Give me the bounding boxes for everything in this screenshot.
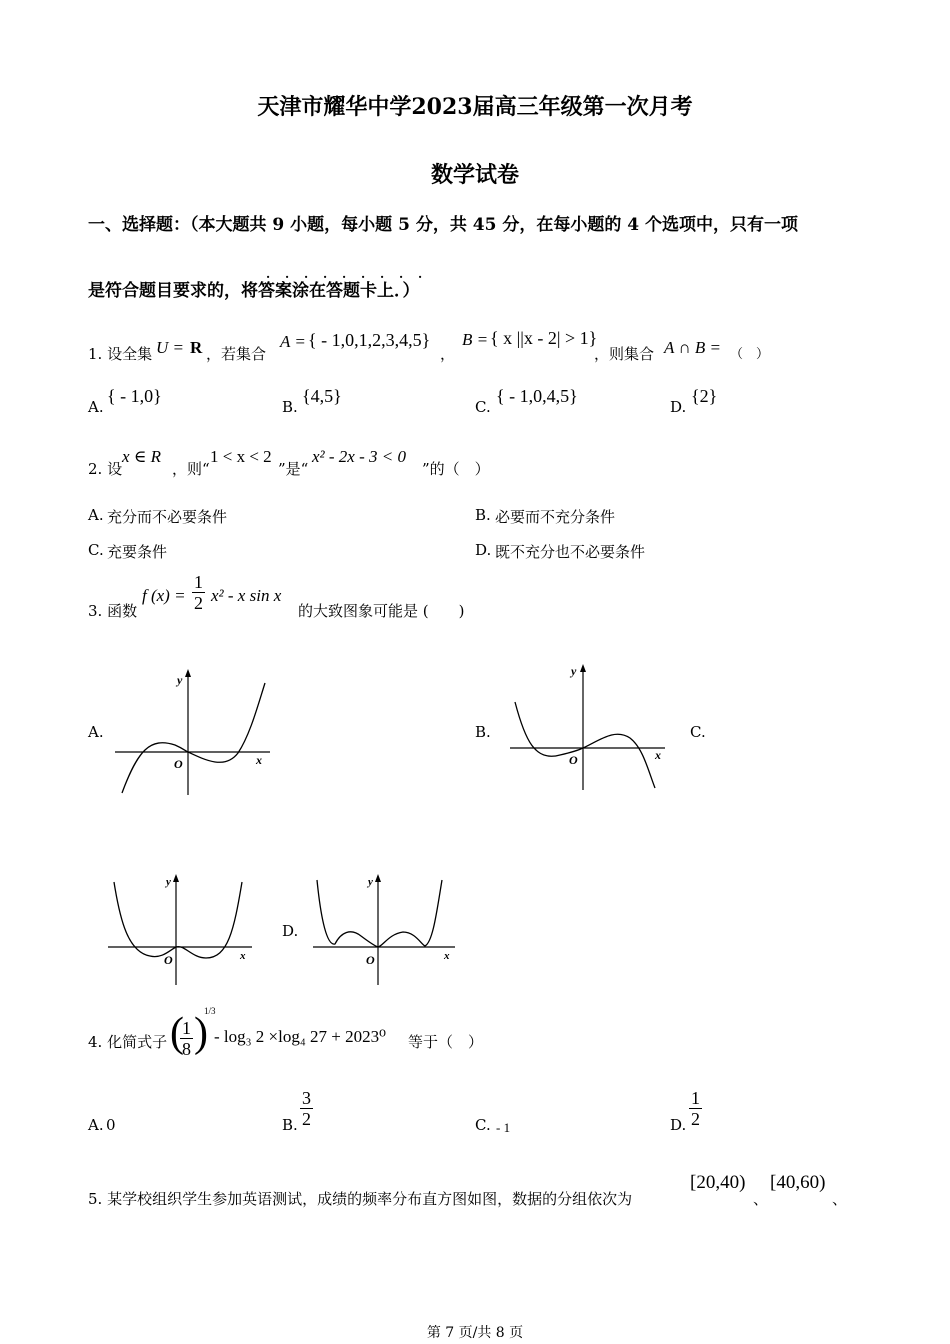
graph-a xyxy=(110,665,275,800)
q4-option-b-value xyxy=(300,1088,313,1129)
q4-option-a-label: A. xyxy=(88,1116,104,1134)
q4-exp: 1/3 xyxy=(204,1006,216,1016)
q3-half xyxy=(192,572,205,613)
q1-option-b-label: B. xyxy=(282,398,298,416)
q1-option-c-label: C. xyxy=(475,398,491,416)
q1-b: B = xyxy=(462,330,489,349)
graph-c-x-label: x xyxy=(240,950,246,962)
q4-option-d-value xyxy=(689,1088,702,1129)
q4-option-b-label: B. xyxy=(282,1116,298,1134)
graph-c-origin: O xyxy=(164,953,173,967)
graph-d-y-label: y xyxy=(368,876,373,888)
graph-d-origin: O xyxy=(366,953,375,967)
q3-option-b-label: B. xyxy=(475,723,491,741)
q2-cond1: 1 < x < 2 xyxy=(210,447,272,466)
q1-bset: { x ||x - 2| > 1} xyxy=(490,328,598,348)
q5-group-1: [20,40) xyxy=(690,1172,746,1193)
graph-c-y-label: y xyxy=(166,876,171,888)
page-subtitle: 数学试卷 xyxy=(430,162,519,188)
q4-option-a-value: 0 xyxy=(106,1116,116,1134)
q1-option-c-value: { - 1,0,4,5} xyxy=(496,386,578,406)
q5-group-2: [40,60) xyxy=(770,1172,826,1193)
q2-option-a-value: 充分而不必要条件 xyxy=(107,508,228,526)
q4-paren-left: ( xyxy=(170,1010,184,1056)
q2-mid2: ”是“ xyxy=(278,460,309,478)
q1-a: A = xyxy=(280,332,306,351)
q2-x: x ∈ R xyxy=(122,447,162,466)
q3-half-num: 1 xyxy=(194,572,203,592)
q1-prefix: 1. 设全集 xyxy=(88,345,153,363)
q3-option-a-label: A. xyxy=(88,723,104,741)
q5-sep-2: 、 xyxy=(832,1190,848,1208)
q1-option-d-value: {2} xyxy=(691,386,718,406)
q4-option-c-value: - 1 xyxy=(496,1120,511,1135)
q5-sep-1: 、 xyxy=(753,1190,769,1208)
graph-b xyxy=(505,660,670,795)
graph-d xyxy=(305,870,460,990)
q4-frac-num: 1 xyxy=(182,1018,191,1038)
q4-paren-right: ) xyxy=(194,1010,208,1056)
q4-expr: - log₃ 2 ×log₄ 27 + 2023⁰ xyxy=(214,1027,386,1046)
page-footer: 第 7 页/共 8 页 xyxy=(426,1325,524,1341)
q1-aset: { - 1,0,1,2,3,4,5} xyxy=(308,330,431,350)
section-heading-line1: 一、选择题：（本大题共 9 小题，每小题 5 分，共 45 分，在每小题的 4 个选项中，只有一项 xyxy=(88,215,798,235)
q2-end: ”的（ ） xyxy=(422,460,490,478)
q1-option-d-label: D. xyxy=(670,398,687,416)
q3-half-den: 2 xyxy=(194,593,203,613)
q3-prefix: 3. 函数 xyxy=(88,602,138,620)
q2-cond2: x² - 2x - 3 < 0 xyxy=(312,447,406,466)
q4-frac xyxy=(180,1018,193,1059)
q3-option-d-label: D. xyxy=(282,922,299,940)
q1-u: U = xyxy=(156,338,184,357)
q2-option-d-label: D. xyxy=(475,541,492,559)
graph-d-x-label: x xyxy=(444,950,450,962)
section-heading-line2: 是符合题目要求的，将答案涂在答题卡上．） xyxy=(88,281,420,301)
q2-mid1: ，则“ xyxy=(172,460,210,478)
q4-option-b-den: 2 xyxy=(302,1109,311,1129)
q1-paren: （ ） xyxy=(730,347,770,362)
q4-option-c-label: C. xyxy=(475,1116,491,1134)
q2-option-d-value: 既不充分也不必要条件 xyxy=(495,543,646,561)
graph-a-x-label: x xyxy=(256,753,262,767)
q3-fx: f (x) = xyxy=(142,586,186,605)
q3-rest: x² - x sin x xyxy=(211,586,282,605)
q1-r: R xyxy=(190,338,203,357)
q4-option-d-den: 2 xyxy=(691,1109,700,1129)
graph-b-origin: O xyxy=(569,753,578,767)
q1-mid2: ，则集合 xyxy=(594,345,655,363)
q1-option-a-label: A. xyxy=(88,398,104,416)
q5-text: 5. 某学校组织学生参加英语测试，成绩的频率分布直方图如图，数据的分组依次为 xyxy=(88,1190,633,1208)
q2-option-b-value: 必要而不充分条件 xyxy=(495,508,616,526)
q2-prefix: 2. 设 xyxy=(88,460,123,478)
page-title: 天津市耀华中学2023届高三年级第一次月考 xyxy=(257,94,693,120)
q4-option-d-num: 1 xyxy=(691,1088,700,1108)
q4-end: 等于（ ） xyxy=(408,1033,484,1051)
q3-option-c-label: C. xyxy=(690,723,706,741)
q1-comma: ， xyxy=(440,345,456,363)
q3-end: 的大致图象可能是 ( ) xyxy=(298,602,465,620)
q2-option-c-value: 充要条件 xyxy=(107,543,168,561)
q1-ab: A ∩ B = xyxy=(664,338,721,357)
graph-c xyxy=(100,870,260,990)
q2-option-a-label: A. xyxy=(88,506,104,524)
graph-a-origin: O xyxy=(174,757,183,771)
graph-a-y-label: y xyxy=(177,673,183,687)
q1-option-a-value: { - 1,0} xyxy=(107,386,162,406)
q1-mid1: ，若集合 xyxy=(206,345,267,363)
q2-option-c-label: C. xyxy=(88,541,104,559)
q4-prefix: 4. 化简式子 xyxy=(88,1033,168,1051)
graph-b-x-label: x xyxy=(655,748,661,762)
graph-b-y-label: y xyxy=(571,664,577,678)
q2-option-b-label: B. xyxy=(475,506,491,524)
q4-option-d-label: D. xyxy=(670,1116,687,1134)
q4-frac-den: 8 xyxy=(182,1039,191,1059)
q4-option-b-num: 3 xyxy=(302,1088,311,1108)
q1-option-b-value: {4,5} xyxy=(302,386,342,406)
